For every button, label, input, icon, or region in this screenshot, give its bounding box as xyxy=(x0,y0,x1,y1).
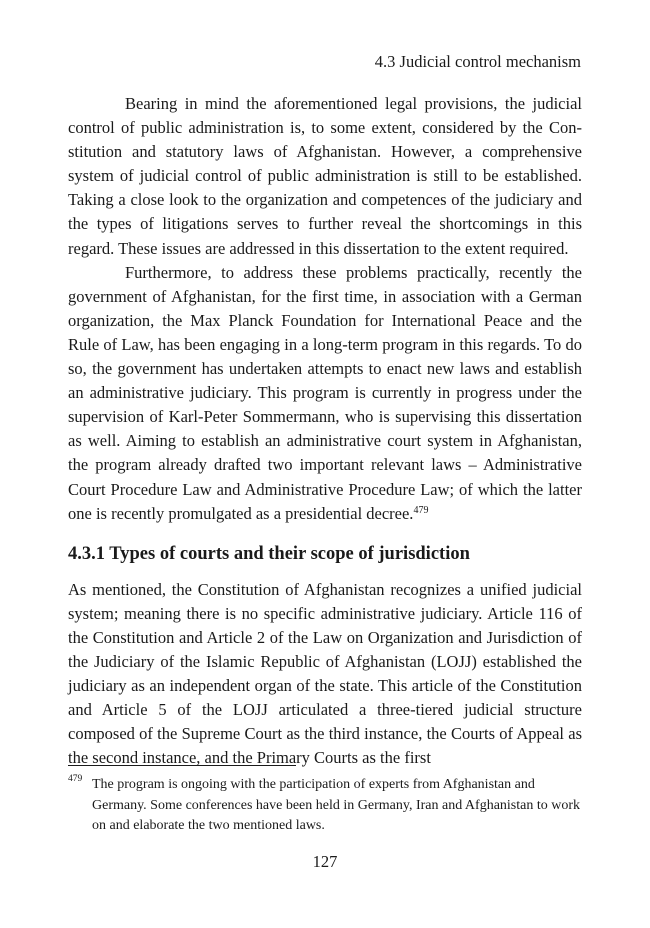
footnote-text: The program is ongoing with the participation of experts from Afghanistan and Germany. Some conferences have been held in Germany, Iran and Afghanistan to work on and elaborate the two mentioned laws. xyxy=(92,777,581,833)
running-header: 4.3 Judicial control mechanism xyxy=(374,52,581,71)
paragraph: As mentioned, the Constitution of Afghanistan recognizes a unified judicial system; meaning there is no specific administrative judiciary. Article 116 of the Constitution and Article 2 of the Law on Organization and Jurisdiction of the Judiciary of the Islamic Republic of Afghanistan (LOJJ) established the judiciary as an independent organ of the state. This article of the Constitution and Article 5 of the LOJJ articulated a three-tiered judicial structure composed of the Supreme Court as the third instance, the Courts of Appeal as the second instance, and the Primary Courts as the first xyxy=(68,579,582,768)
paragraph xyxy=(68,261,582,526)
paragraph-text: Furthermore, to address these problems practically, recently the government of Afghanistan, for the first time, in association with a German organization, the Max Planck Foundation for International Peace and the Rule of Law, has been engaging in a long-term program in this regards. To do so, the government has undertaken attempts to enact new laws and establish an administrative judiciary. This program is currently in progress under the supervision of Karl-Peter Sommermann, who is supervising this dissertation as well. Aiming to establish an administrative court system in Afghanistan, the program already drafted two important relevant laws – Administrative Court Procedure Law and Administrative Procedure Law; of which the latter one is recently promulgated as a presidential decree. xyxy=(68,262,582,523)
footnote-number: 479 xyxy=(68,774,83,784)
footnote-divider xyxy=(68,765,296,766)
main-text xyxy=(68,92,582,770)
page-number: 127 xyxy=(312,852,338,871)
footnote xyxy=(68,775,582,837)
paragraph: Bearing in mind the aforementioned legal provisions, the judicial control of public administration is, to some extent, considered by the Constitution and statutory laws of Afghanistan. However, a comprehensive system of judicial control of public administration is still to be established. Taking a close look to the organization and competences of the judiciary and the types of litigations serves to further reveal the shortcomings in this regard. These issues are addressed in this dissertation to the extent required. xyxy=(68,94,582,258)
footnote-reference[interactable]: 479 xyxy=(413,504,429,516)
section-heading: 4.3.1 Types of courts and their scope of jurisdiction xyxy=(68,543,470,564)
